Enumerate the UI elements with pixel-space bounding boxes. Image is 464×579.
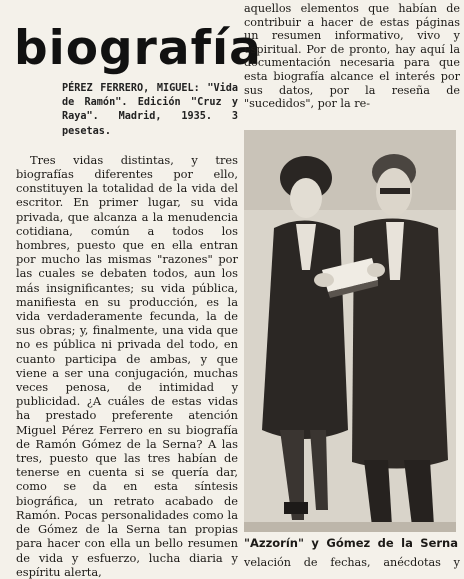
article-body-right-top: aquellos elementos que habían de contribuir a hacer de estas páginas un resumen informativo, vivo y espiritual. Por de pronto, hay aquí la documentación necesaria para que esta biografía alcance el interés por sus datos, por la reseña de "sucedidos", por la re- [244, 2, 460, 111]
article-body-right-bottom: velación de fechas, anécdotas y [244, 556, 460, 569]
portrait-photo [244, 130, 456, 532]
article-body-left: Tres vidas distintas, y tres biografías diferentes por ello, constituyen la totalidad de la vida del escritor. En primer lugar, su vida privada, que alcanza a la menudencia cotidiana, común a todos los hombres, puesto que en ella entran por mucho las mismas "razones" por las cuales se debaten todos, aun los más insignificantes; su vida pública, manifiesta en su producción, es la vida verdaderamente fecunda, la de sus obras; y, finalmente, una vida que no es pública ni privada del todo, en cuanto participa de ambas, y que viene a ser una conjugación, muchas veces penosa, de intimidad y publicidad. ¿A cuáles de estas vidas ha prestado preferente atención Miguel Pérez Ferrero en su biografía de Ramón Gómez de la Serna? A las tres, puesto que las tres habían de tenerse en cuenta si se quería dar, como se da en esta síntesis biográfica, un retrato acabado de Ramón. Pocas personalidades como la de Gómez de la Serna tan propias para hacer con ella un bello resumen de vida y esfuerzo, lucha diaria y espíritu alerta, [16, 152, 238, 579]
bibliography-entry: PÉREZ FERRERO, MIGUEL: "Vida de Ramón". Edición "Cruz y Raya". Madrid, 1935. 3 pesetas. [62, 83, 238, 137]
photo-floor [244, 522, 456, 532]
photo-backdrop-top [244, 130, 456, 210]
section-masthead: biografía [14, 21, 262, 76]
photo-caption: "Azzorín" y Gómez de la Serna [244, 536, 458, 550]
left-column [16, 82, 238, 579]
right-column [244, 0, 460, 111]
